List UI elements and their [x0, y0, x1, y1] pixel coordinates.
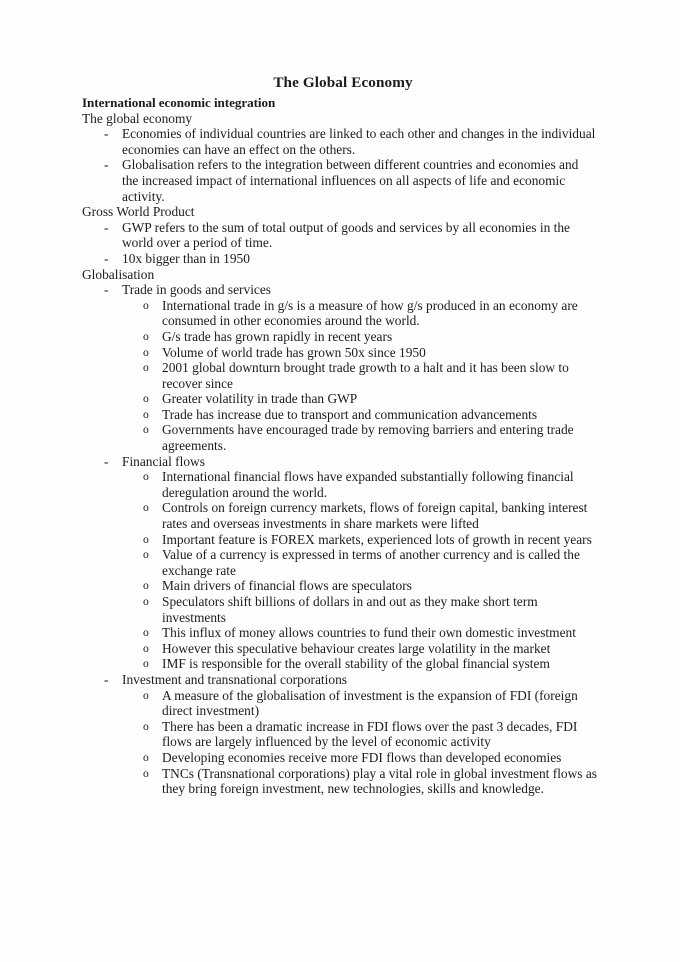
bullet-list-level-2 [122, 469, 598, 672]
dash-bullet-icon: - [104, 157, 109, 173]
circle-bullet-icon: o [143, 392, 149, 406]
circle-bullet-icon: o [143, 470, 149, 484]
list-item [122, 766, 598, 797]
circle-bullet-icon: o [143, 548, 149, 562]
section-heading: International economic integration [82, 95, 276, 110]
list-item [122, 688, 598, 719]
section-list [82, 95, 598, 797]
list-item-text: Important feature is FOREX markets, experienced lots of growth in recent years [162, 531, 592, 547]
dash-bullet-icon: - [104, 453, 109, 469]
list-item-text: GWP refers to the sum of total output of goods and services by all economies in the world over a period of time. [122, 219, 570, 251]
list-item [122, 298, 598, 329]
document-section [82, 95, 598, 797]
list-item-text: There has been a dramatic increase in FDI flows over the past 3 decades, FDI flows are largely influenced by the level of economic activity [162, 718, 578, 750]
list-item [122, 391, 598, 407]
circle-bullet-icon: o [143, 361, 149, 375]
list-item-text: Trade in goods and services [122, 282, 272, 298]
list-item-text: Economies of individual countries are linked to each other and changes in the individual economies can have an effect on the others. [122, 126, 596, 157]
list-item [122, 625, 598, 641]
circle-bullet-icon: o [143, 595, 149, 608]
dash-bullet-icon: - [104, 219, 109, 235]
list-item [82, 282, 598, 454]
list-item [122, 719, 598, 750]
circle-bullet-icon: o [143, 345, 149, 359]
list-item-text: TNCs (Transnational corporations) play a vital role in global investment flows as they bring foreign investment, new technologies, skills and knowledge. [162, 765, 597, 797]
circle-bullet-icon: o [143, 501, 149, 515]
list-item [82, 251, 598, 267]
list-item [122, 500, 598, 531]
circle-bullet-icon: o [143, 688, 149, 702]
list-item [122, 469, 598, 500]
circle-bullet-icon: o [143, 329, 149, 343]
document-subsection [82, 204, 598, 266]
list-item-text: Financial flows [122, 453, 205, 469]
list-item [82, 126, 598, 157]
circle-bullet-icon: o [143, 626, 149, 640]
list-item [82, 220, 598, 251]
document-body [82, 74, 598, 797]
circle-bullet-icon: o [143, 407, 149, 421]
list-item [122, 750, 598, 766]
list-item-text: Volume of world trade has grown 50x since 1950 [162, 344, 426, 360]
list-item [122, 422, 598, 453]
circle-bullet-icon: o [143, 766, 149, 780]
list-item-text: International financial flows have expanded substantially following financial deregulation around the world. [162, 469, 574, 500]
document-subsection [82, 267, 598, 797]
list-item [122, 345, 598, 361]
list-item [122, 656, 598, 672]
list-item-text: Globalisation refers to the integration between different countries and economies and the increased impact of international influences on all aspects of life and economic activity. [122, 157, 579, 204]
list-item-text: Investment and transnational corporations [122, 671, 347, 687]
list-item-text: 10x bigger than in 1950 [122, 250, 250, 266]
dash-bullet-icon: - [104, 671, 109, 687]
list-item-text: Greater volatility in trade than GWP [162, 391, 358, 407]
list-item [82, 454, 598, 672]
list-item-text: International trade in g/s is a measure of how g/s produced in an economy are consumed in other economies around the world. [162, 297, 578, 329]
list-item [122, 360, 598, 391]
circle-bullet-icon: o [143, 641, 149, 655]
circle-bullet-icon: o [143, 298, 149, 312]
list-item-text: A measure of the globalisation of investment is the expansion of FDI (foreign direct investment) [162, 687, 578, 719]
document-subsection [82, 111, 598, 205]
list-item-text: However this speculative behaviour creates large volatility in the market [162, 640, 551, 656]
list-item [82, 157, 598, 204]
list-item [122, 578, 598, 594]
list-item [122, 594, 598, 625]
list-item-text: 2001 global downturn brought trade growth to a halt and it has been slow to recover since [162, 360, 569, 391]
list-item-text: Controls on foreign currency markets, flows of foreign capital, banking interest rates and overseas investments in share markets were lifted [162, 500, 588, 532]
list-item [122, 407, 598, 423]
list-item-text: Speculators shift billions of dollars in and out as they make short term investments [162, 594, 538, 625]
subsection-heading: Gross World Product [82, 204, 195, 220]
circle-bullet-icon: o [143, 579, 149, 593]
circle-bullet-icon: o [143, 532, 149, 546]
subsection-heading: The global economy [82, 110, 193, 126]
bullet-list-level-1 [82, 126, 598, 204]
document-title: The Global Economy [273, 74, 413, 91]
list-item-text: Main drivers of financial flows are speculators [162, 578, 412, 594]
bullet-list-level-1 [82, 220, 598, 267]
list-item-text: IMF is responsible for the overall stability of the global financial system [162, 656, 550, 672]
circle-bullet-icon: o [143, 423, 149, 437]
circle-bullet-icon: o [143, 657, 149, 671]
list-item [122, 532, 598, 548]
bullet-list-level-2 [122, 298, 598, 454]
list-item-text: Governments have encouraged trade by removing barriers and entering trade agreements. [162, 422, 574, 454]
list-item [122, 547, 598, 578]
list-item-text: Value of a currency is expressed in terms of another currency and is called the exchange rate [162, 547, 580, 578]
list-item [82, 672, 598, 797]
list-item [122, 329, 598, 345]
dash-bullet-icon: - [104, 282, 109, 298]
circle-bullet-icon: o [143, 719, 149, 733]
list-item-text: This influx of money allows countries to fund their own domestic investment [162, 625, 576, 641]
dash-bullet-icon: - [104, 250, 109, 266]
list-item-text: Trade has increase due to transport and communication advancements [162, 406, 538, 422]
bullet-list-level-2 [122, 688, 598, 797]
list-item-text: Developing economies receive more FDI flows than developed economies [162, 749, 562, 765]
subsection-heading: Globalisation [82, 266, 155, 282]
list-item-text: G/s trade has grown rapidly in recent years [162, 328, 393, 344]
bullet-list-level-1 [82, 282, 598, 797]
list-item [122, 641, 598, 657]
circle-bullet-icon: o [143, 750, 149, 764]
dash-bullet-icon: - [104, 126, 109, 142]
